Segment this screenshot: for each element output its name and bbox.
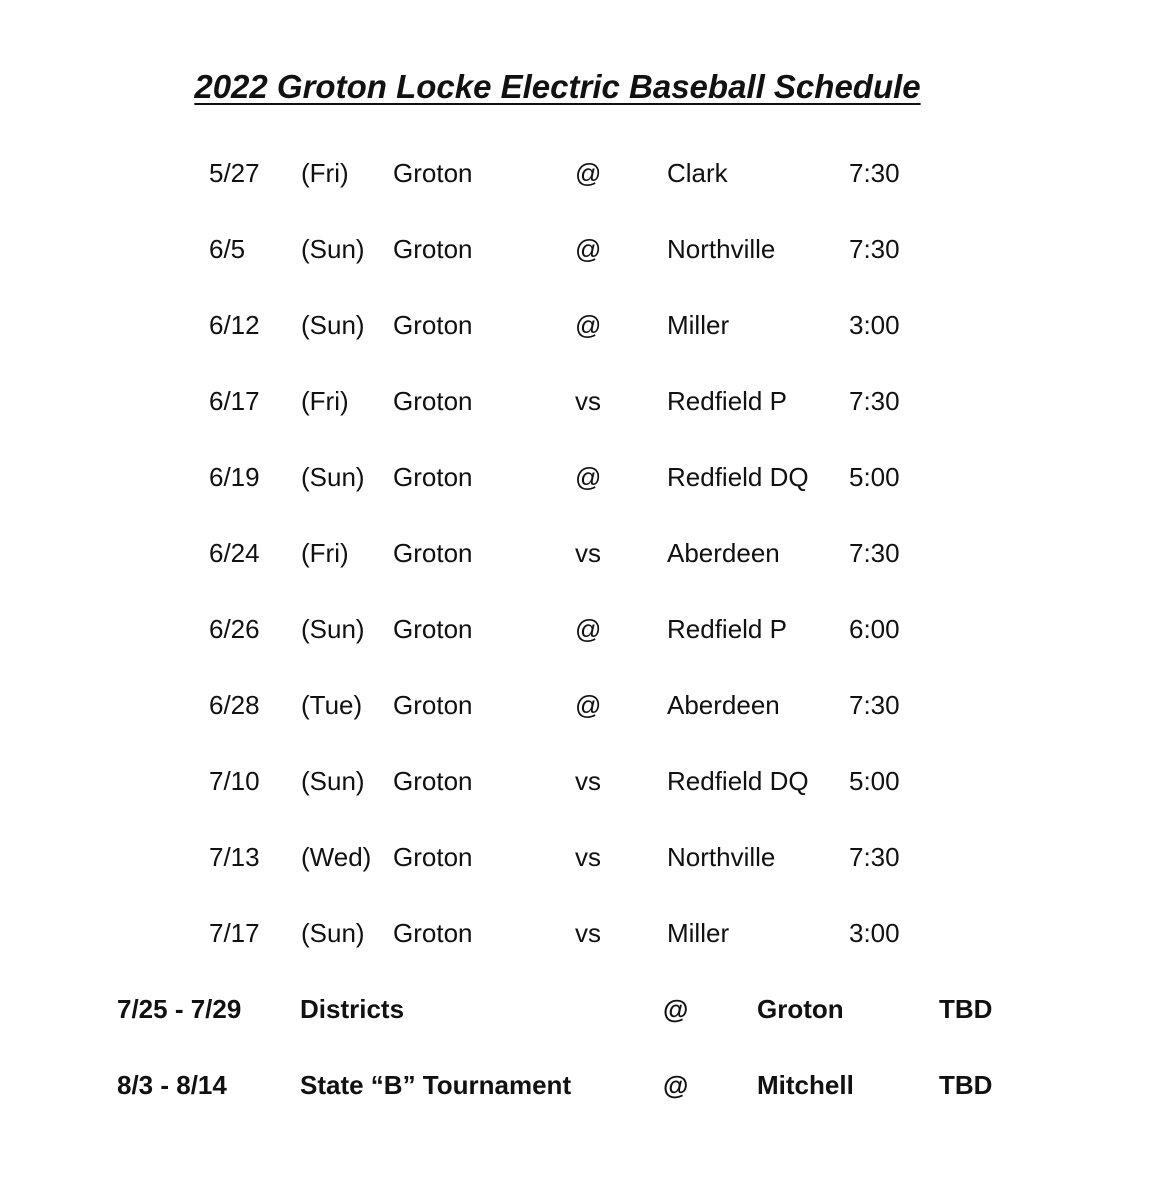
game-day: (Sun) — [301, 918, 365, 948]
game-time: 5:00 — [849, 462, 900, 492]
tournament-time: TBD — [939, 1070, 993, 1100]
game-day: (Fri) — [301, 538, 349, 568]
game-team: Groton — [393, 462, 473, 492]
game-row — [0, 763, 1150, 799]
tournament-venue-marker: @ — [663, 994, 689, 1024]
game-time: 7:30 — [849, 842, 900, 872]
game-date: 7/10 — [209, 766, 260, 796]
game-opponent: Northville — [667, 842, 776, 872]
schedule-title: 2022 Groton Locke Electric Baseball Schedule — [194, 68, 921, 105]
game-venue-marker: vs — [575, 842, 601, 872]
game-date: 7/13 — [209, 842, 260, 872]
game-date: 6/24 — [209, 538, 260, 568]
tournament-location: Groton — [757, 994, 844, 1024]
game-team: Groton — [393, 690, 473, 720]
game-row — [0, 155, 1150, 191]
game-time: 6:00 — [849, 614, 900, 644]
game-row — [0, 535, 1150, 571]
game-date: 6/12 — [209, 310, 260, 340]
game-day: (Fri) — [301, 386, 349, 416]
game-venue-marker: vs — [575, 386, 601, 416]
tournament-venue-marker: @ — [663, 1070, 689, 1100]
game-day: (Tue) — [301, 690, 363, 720]
game-opponent: Miller — [667, 310, 730, 340]
game-day: (Sun) — [301, 310, 365, 340]
game-team: Groton — [393, 386, 473, 416]
game-row — [0, 915, 1150, 951]
game-opponent: Northville — [667, 234, 776, 264]
tournament-name: State “B” Tournament — [300, 1070, 572, 1100]
game-time: 7:30 — [849, 234, 900, 264]
game-team: Groton — [393, 918, 473, 948]
game-day: (Sun) — [301, 766, 365, 796]
game-row — [0, 231, 1150, 267]
game-row — [0, 459, 1150, 495]
game-time: 3:00 — [849, 310, 900, 340]
tournament-dates: 8/3 - 8/14 — [117, 1070, 227, 1100]
game-time: 3:00 — [849, 918, 900, 948]
game-day: (Sun) — [301, 234, 365, 264]
game-venue-marker: @ — [575, 310, 602, 340]
game-opponent: Redfield P — [667, 614, 787, 644]
game-venue-marker: vs — [575, 766, 601, 796]
game-venue-marker: @ — [575, 158, 602, 188]
game-date: 6/17 — [209, 386, 260, 416]
game-team: Groton — [393, 158, 473, 188]
game-row — [0, 839, 1150, 875]
game-day: (Wed) — [301, 842, 372, 872]
game-day: (Sun) — [301, 462, 365, 492]
game-team: Groton — [393, 234, 473, 264]
game-date: 6/28 — [209, 690, 260, 720]
game-venue-marker: @ — [575, 690, 602, 720]
game-team: Groton — [393, 614, 473, 644]
game-opponent: Clark — [667, 158, 728, 188]
tournament-row — [0, 1067, 1150, 1103]
tournament-time: TBD — [939, 994, 993, 1024]
game-date: 6/5 — [209, 234, 246, 264]
game-opponent: Redfield DQ — [667, 766, 809, 796]
game-time: 7:30 — [849, 386, 900, 416]
game-venue-marker: @ — [575, 614, 602, 644]
game-time: 7:30 — [849, 690, 900, 720]
tournament-row — [0, 991, 1150, 1027]
game-venue-marker: vs — [575, 538, 601, 568]
tournament-location: Mitchell — [757, 1070, 854, 1100]
game-row — [0, 687, 1150, 723]
game-venue-marker: vs — [575, 918, 601, 948]
game-opponent: Redfield DQ — [667, 462, 809, 492]
game-date: 6/19 — [209, 462, 260, 492]
game-venue-marker: @ — [575, 462, 602, 492]
game-row — [0, 611, 1150, 647]
game-time: 7:30 — [849, 158, 900, 188]
game-venue-marker: @ — [575, 234, 602, 264]
game-date: 5/27 — [209, 158, 260, 188]
game-day: (Sun) — [301, 614, 365, 644]
game-row — [0, 307, 1150, 343]
game-team: Groton — [393, 310, 473, 340]
game-date: 6/26 — [209, 614, 260, 644]
game-team: Groton — [393, 538, 473, 568]
game-time: 7:30 — [849, 538, 900, 568]
game-date: 7/17 — [209, 918, 260, 948]
game-opponent: Aberdeen — [667, 538, 780, 568]
tournament-name: Districts — [300, 994, 405, 1024]
game-team: Groton — [393, 842, 473, 872]
game-opponent: Redfield P — [667, 386, 787, 416]
game-row — [0, 383, 1150, 419]
game-opponent: Aberdeen — [667, 690, 780, 720]
game-team: Groton — [393, 766, 473, 796]
game-day: (Fri) — [301, 158, 349, 188]
tournament-dates: 7/25 - 7/29 — [117, 994, 242, 1024]
game-time: 5:00 — [849, 766, 900, 796]
game-opponent: Miller — [667, 918, 730, 948]
